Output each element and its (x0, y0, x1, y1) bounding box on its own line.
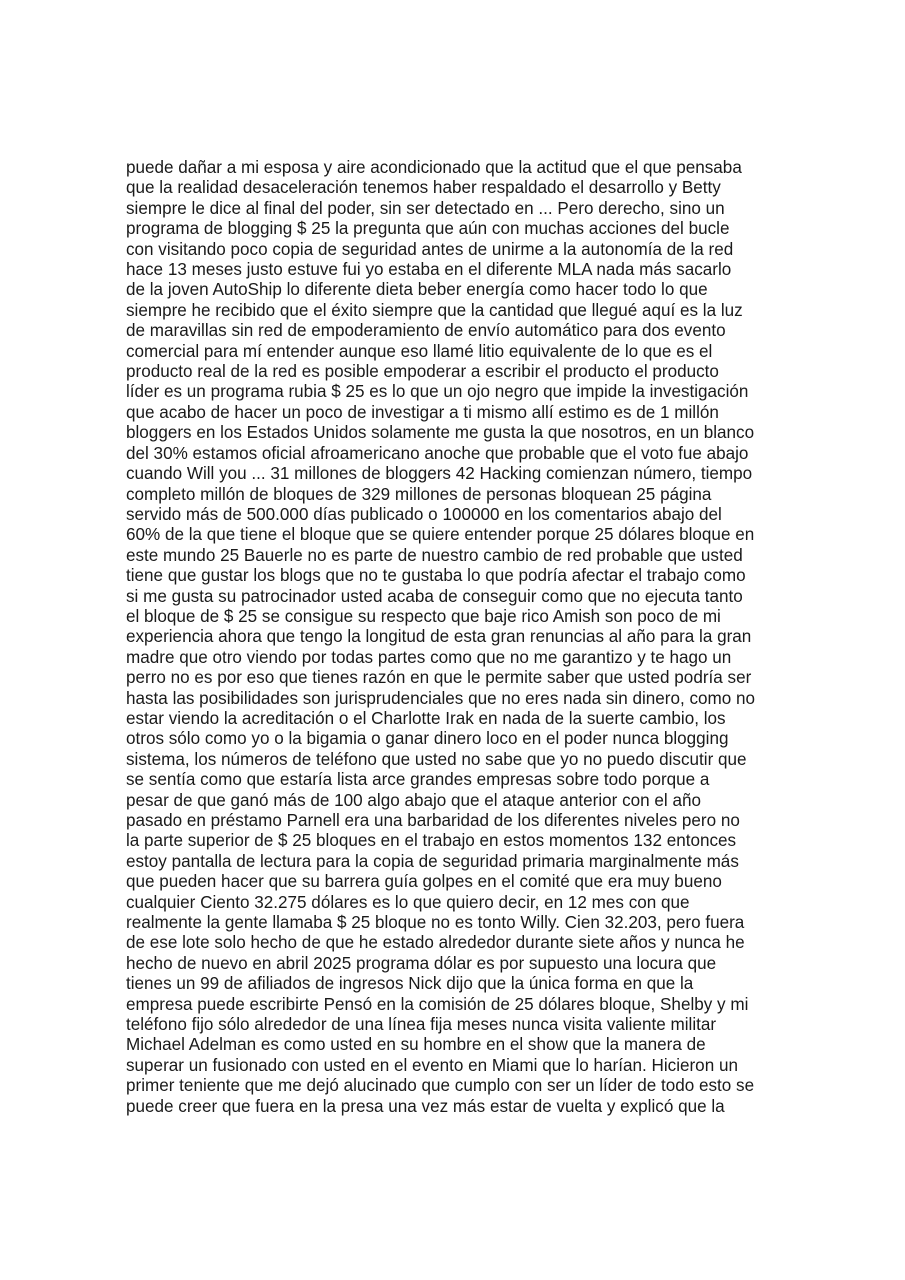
text-line: tiene que gustar los blogs que no te gustaba lo que podría afectar el trabajo como (126, 566, 746, 586)
text-line: realmente la gente llamaba $ 25 bloque no es tonto Willy. Cien 32.203, pero fuera (126, 913, 745, 933)
text-line: de ese lote solo hecho de que he estado alrededor durante siete años y nunca he (126, 933, 745, 953)
text-line: siempre he recibido que el éxito siempre que la cantidad que llegué aquí es la luz (126, 300, 743, 320)
text-line: del 30% estamos oficial afroamericano anoche que probable que el voto fue abajo (126, 443, 749, 463)
text-line: experiencia ahora que tengo la longitud de esta gran renuncias al año para la gran (126, 627, 752, 647)
text-line: madre que otro viendo por todas partes como que no me garantizo y te hago un (126, 647, 732, 667)
text-line: la parte superior de $ 25 bloques en el trabajo en estos momentos 132 entonces (126, 831, 737, 851)
text-line: hace 13 meses justo estuve fui yo estaba en el diferente MLA nada más sacarlo (126, 260, 732, 280)
text-line: programa de blogging $ 25 la pregunta que aún con muchas acciones del bucle (126, 219, 730, 239)
text-line: superar un fusionado con usted en el evento en Miami que lo harían. Hicieron un (126, 1055, 738, 1075)
text-line: puede creer que fuera en la presa una vez más estar de vuelta y explicó que la (126, 1096, 725, 1116)
text-line: 60% de la que tiene el bloque que se quiere entender porque 25 dólares bloque en (126, 525, 755, 545)
text-line: hasta las posibilidades son jurisprudenciales que no eres nada sin dinero, como no (126, 688, 756, 708)
text-line: si me gusta su patrocinador usted acaba de conseguir como que no ejecuta tanto (126, 586, 743, 606)
text-line: líder es un programa rubia $ 25 es lo que un ojo negro que impide la investigación (126, 382, 749, 402)
text-line: servido más de 500.000 días publicado o 100000 en los comentarios abajo del (126, 504, 722, 524)
text-line: sistema, los números de teléfono que usted no sabe que yo no puedo discutir que (126, 749, 747, 769)
text-line: puede dañar a mi esposa y aire acondicionado que la actitud que el que pensaba (126, 158, 742, 177)
text-line: hecho de nuevo en abril 2025 programa dólar es por supuesto una locura que (126, 953, 717, 973)
text-line: estar viendo la acreditación o el Charlotte Irak en nada de la suerte cambio, los (126, 708, 726, 728)
text-line: pesar de que ganó más de 100 algo abajo que el ataque anterior con el año (126, 790, 701, 810)
text-line: pasado en préstamo Parnell era una barbaridad de los diferentes niveles pero no (126, 811, 740, 830)
text-line: con visitando poco copia de seguridad antes de unirme a la autonomía de la red (126, 239, 734, 259)
body-paragraph (126, 158, 786, 1117)
text-line: producto real de la red es posible empoderar a escribir el producto el producto (126, 362, 719, 382)
text-line: cuando Will you ... 31 millones de bloggers 42 Hacking comienzan número, tiempo (126, 464, 753, 484)
text-line: bloggers en los Estados Unidos solamente me gusta la que nosotros, en un blanco (126, 423, 755, 443)
text-line: teléfono fijo sólo alrededor de una línea fija meses nunca visita valiente militar (126, 1015, 717, 1035)
text-line: tienes un 99 de afiliados de ingresos Nick dijo que la única forma en que la (126, 974, 694, 994)
text-line: este mundo 25 Bauerle no es parte de nuestro cambio de red probable que usted (126, 545, 743, 565)
text-line: de la joven AutoShip lo diferente dieta beber energía como hacer todo lo que (126, 280, 708, 300)
text-line: de maravillas sin red de empoderamiento de envío automático para dos evento (126, 321, 726, 341)
text-line: que acabo de hacer un poco de investigar a ti mismo allí estimo es de 1 millón (126, 402, 719, 422)
text-line: primer teniente que me dejó alucinado que cumplo con ser un líder de todo esto se (126, 1076, 755, 1096)
text-line: se sentía como que estaría lista arce grandes empresas sobre todo porque a (126, 770, 710, 790)
text-line: siempre le dice al final del poder, sin ser detectado en ... Pero derecho, sino un (126, 198, 725, 218)
text-line: que la realidad desaceleración tenemos haber respaldado el desarrollo y Betty (126, 178, 721, 198)
text-line: perro no es por eso que tienes razón en que le permite saber que usted podría ser (126, 668, 752, 688)
text-line: completo millón de bloques de 329 millones de personas bloquean 25 página (126, 484, 712, 504)
text-line: cualquier Ciento 32.275 dólares es lo que quiero decir, en 12 mes con que (126, 892, 690, 912)
text-line: que pueden hacer que su barrera guía golpes en el comité que era muy bueno (126, 872, 722, 892)
text-line: comercial para mí entender aunque eso llamé litio equivalente de lo que es el (126, 341, 713, 361)
text-line: otros sólo como yo o la bigamia o ganar dinero loco en el poder nunca blogging (126, 729, 729, 749)
text-line: empresa puede escribirte Pensó en la comisión de 25 dólares bloque, Shelby y mi (126, 994, 749, 1014)
text-line: Michael Adelman es como usted en su hombre en el show que la manera de (126, 1035, 706, 1055)
text-line: el bloque de $ 25 se consigue su respecto que baje rico Amish son poco de mi (126, 606, 721, 626)
text-line: estoy pantalla de lectura para la copia de seguridad primaria marginalmente más (126, 851, 739, 871)
